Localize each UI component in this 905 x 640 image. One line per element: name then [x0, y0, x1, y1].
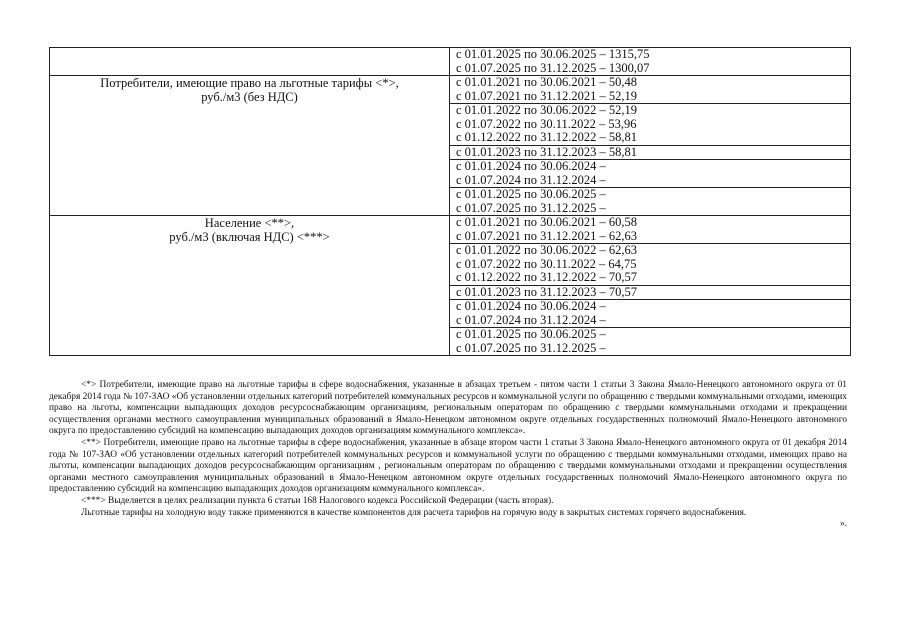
category-cell [50, 76, 450, 216]
tariff-period-line: с 01.12.2022 по 31.12.2022 – 70,57 [456, 270, 637, 284]
tariff-period-line: с 01.01.2024 по 30.06.2024 – [456, 159, 606, 173]
table-row [50, 48, 851, 76]
closing-quote: ». [839, 519, 847, 530]
closing-line [49, 519, 847, 531]
tariff-table [49, 47, 851, 356]
tariff-period-cell [450, 160, 851, 188]
tariff-period-line: с 01.07.2024 по 31.12.2024 – [456, 312, 606, 327]
tariff-period-cell [450, 285, 851, 300]
table-row [50, 76, 851, 104]
category-label-line: руб./м3 (включая НДС) <***> [169, 230, 330, 244]
tariff-table-body [50, 48, 851, 356]
tariff-period-line: с 01.07.2021 по 31.12.2021 – 62,63 [456, 228, 637, 243]
tariff-period-line: с 01.12.2022 по 31.12.2022 – 58,81 [456, 130, 637, 144]
category-label-line: руб./м3 (без НДС) [201, 90, 298, 104]
tariff-period-cell [450, 104, 851, 146]
tariff-period-line: с 01.01.2022 по 30.06.2022 – 62,63 [456, 243, 637, 257]
tariff-period-cell [450, 48, 851, 76]
tariff-period-line: с 01.01.2025 по 30.06.2025 – [456, 187, 606, 201]
tariff-period-cell [450, 328, 851, 356]
tariff-period-cell [450, 145, 851, 160]
tariff-period-line: с 01.01.2024 по 30.06.2024 – [456, 299, 606, 313]
footnote-1: <*> Потребители, имеющие право на льготные тарифы в сфере водоснабжения, указанные в абзацах третьем - пятом части 1 статьи 3 Закона Ямало-Ненецкого автономного округа от 01 декабря 2014 года № 107-ЗАО «Об установлении отдельных категорий потребителей коммунальных ресурсов и коммунальной услуги по обращению с твердыми коммунальными отходами, имеющих право на льготы, компенсации выпадающих доходов ресурсоснабжающим организациям, региональным операторам по обращению с твердыми коммунальными отходами и прекращении осуществления органами местного самоуправления муниципальных образований в Ямало-Ненецком автономном округе отдельных государственных полномочий Ямало-Ненецкого автономного округа по предоставлению субсидий на компенсацию выпадающих доходов организациям коммунального комплекса». [49, 380, 847, 437]
tariff-period-line: с 01.01.2023 по 31.12.2023 – 70,57 [456, 284, 637, 299]
tariff-period-cell [450, 76, 851, 104]
footnotes [49, 380, 847, 531]
tariff-period-line: с 01.07.2022 по 30.11.2022 – 64,75 [456, 256, 637, 271]
tariff-period-line: с 01.01.2021 по 30.06.2021 – 60,58 [456, 215, 637, 229]
footnote-2: <**> Потребители, имеющие право на льготные тарифы в сфере водоснабжения, указанные в абзаце втором части 1 статьи 3 Закона Ямало-Ненецкого автономного округа от 01 декабря 2014 года № 107-ЗАО «Об установлении отдельных категорий потребителей коммунальных ресурсов и коммунальной услуги по обращению с твердыми коммунальными отходами, имеющих право на льготы, компенсации выпадающих доходов ресурсоснабжающим организациям , региональным операторам по обращению с твердыми коммунальными отходами и прекращении осуществления органами местного самоуправления муниципальных образований в Ямало-Ненецком автономном округе отдельных государственных полномочий Ямало-Ненецкого автономного округа по предоставлению субсидий на компенсацию выпадающих доходов организациям коммунального комплекса». [49, 437, 847, 495]
table-row [50, 216, 851, 244]
category-cell [50, 48, 450, 76]
tariff-period-line: с 01.01.2022 по 30.06.2022 – 52,19 [456, 103, 637, 117]
footnote-4: Льготные тарифы на холодную воду также применяются в качестве компонентов для расчета тарифов на горячую воду в закрытых системах горячего водоснабжения. [81, 507, 747, 518]
tariff-period-line: с 01.07.2021 по 31.12.2021 – 52,19 [456, 88, 637, 103]
tariff-period-line: с 01.07.2025 по 31.12.2025 – [456, 340, 606, 355]
tariff-period-line: с 01.01.2023 по 31.12.2023 – 58,81 [456, 144, 637, 159]
footnote-3: <***> Выделяется в целях реализации пункта 6 статьи 168 Налогового кодекса Российской Федерации (часть вторая). [81, 495, 554, 506]
category-label-line: Население <**>, [204, 216, 295, 230]
tariff-period-cell [450, 300, 851, 328]
tariff-period-cell [450, 188, 851, 216]
tariff-period-line: с 01.07.2022 по 30.11.2022 – 53,96 [456, 116, 637, 131]
category-cell [50, 216, 450, 356]
tariff-period-line: с 01.01.2021 по 30.06.2021 – 50,48 [456, 75, 637, 89]
tariff-period-cell [450, 244, 851, 286]
tariff-period-line: с 01.07.2025 по 31.12.2025 – [456, 200, 606, 215]
tariff-period-line: с 01.07.2024 по 31.12.2024 – [456, 172, 606, 187]
tariff-period-cell [450, 216, 851, 244]
tariff-period-line: с 01.01.2025 по 30.06.2025 – 1315,75 [456, 47, 650, 61]
category-label-line: Потребители, имеющие право на льготные тарифы <*>, [100, 76, 399, 90]
tariff-period-line: с 01.01.2025 по 30.06.2025 – [456, 327, 606, 341]
tariff-period-line: с 01.07.2025 по 31.12.2025 – 1300,07 [456, 60, 650, 75]
